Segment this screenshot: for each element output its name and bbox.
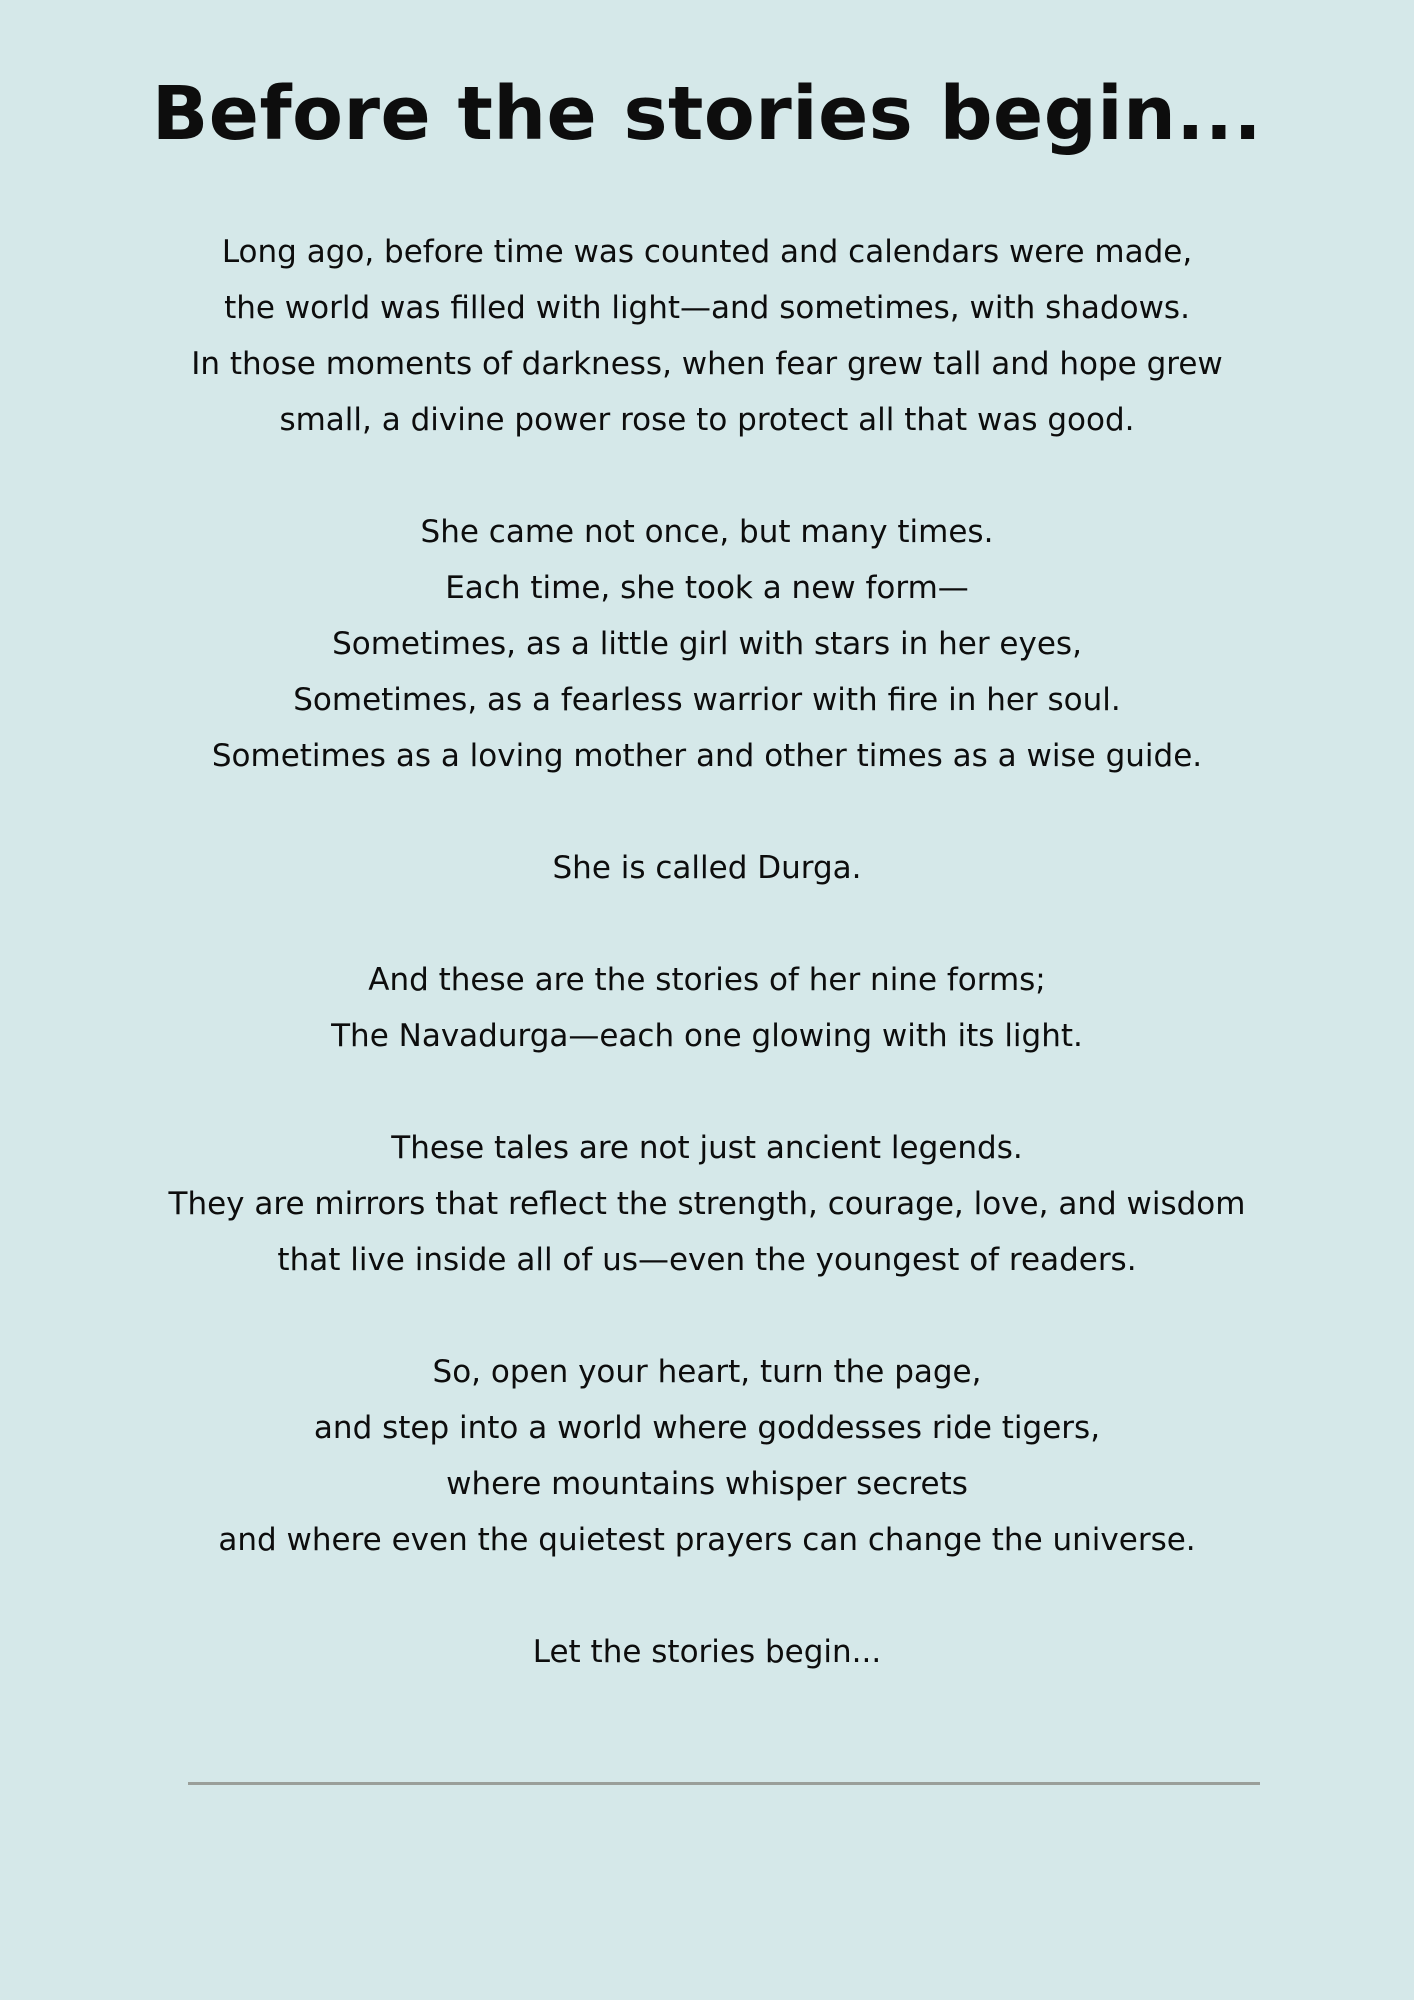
text-line: These tales are not just ancient legends. <box>391 1130 1023 1166</box>
text-line: Long ago, before time was counted and calendars were made, <box>221 234 1193 270</box>
divider-line <box>188 1782 1260 1785</box>
text-line: the world was filled with light—and sometimes, with shadows. <box>224 290 1190 326</box>
text-line: that live inside all of us—even the youngest of readers. <box>277 1242 1137 1278</box>
text-line: Let the stories begin... <box>532 1634 882 1670</box>
stanza <box>0 504 1414 784</box>
text-line: They are mirrors that reflect the strength, courage, love, and wisdom <box>168 1186 1246 1222</box>
text-line: and where even the quietest prayers can change the universe. <box>218 1522 1196 1558</box>
text-line: In those moments of darkness, when fear grew tall and hope grew <box>191 346 1223 382</box>
text-line: Sometimes, as a little girl with stars in her eyes, <box>332 626 1082 662</box>
stanza <box>0 1344 1414 1568</box>
text-line: Sometimes, as a fearless warrior with fire in her soul. <box>293 682 1121 718</box>
text-line: Each time, she took a new form— <box>445 570 969 606</box>
stanza <box>0 840 1414 896</box>
text-line: small, a divine power rose to protect all that was good. <box>279 402 1135 438</box>
stanza <box>0 1624 1414 1680</box>
text-line: The Navadurga—each one glowing with its light. <box>331 1018 1083 1054</box>
text-line: where mountains whisper secrets <box>446 1466 968 1502</box>
stanza <box>0 952 1414 1064</box>
intro-text <box>0 224 1414 1736</box>
text-line: She is called Durga. <box>552 850 862 886</box>
text-line: and step into a world where goddesses ride tigers, <box>313 1410 1101 1446</box>
text-line: She came not once, but many times. <box>420 514 994 550</box>
text-line: And these are the stories of her nine forms; <box>368 962 1046 998</box>
text-line: So, open your heart, turn the page, <box>432 1354 982 1390</box>
text-line: Sometimes as a loving mother and other times as a wise guide. <box>211 738 1203 774</box>
page-title: Before the stories begin... <box>151 71 1263 157</box>
stanza <box>0 1120 1414 1288</box>
stanza <box>0 224 1414 448</box>
